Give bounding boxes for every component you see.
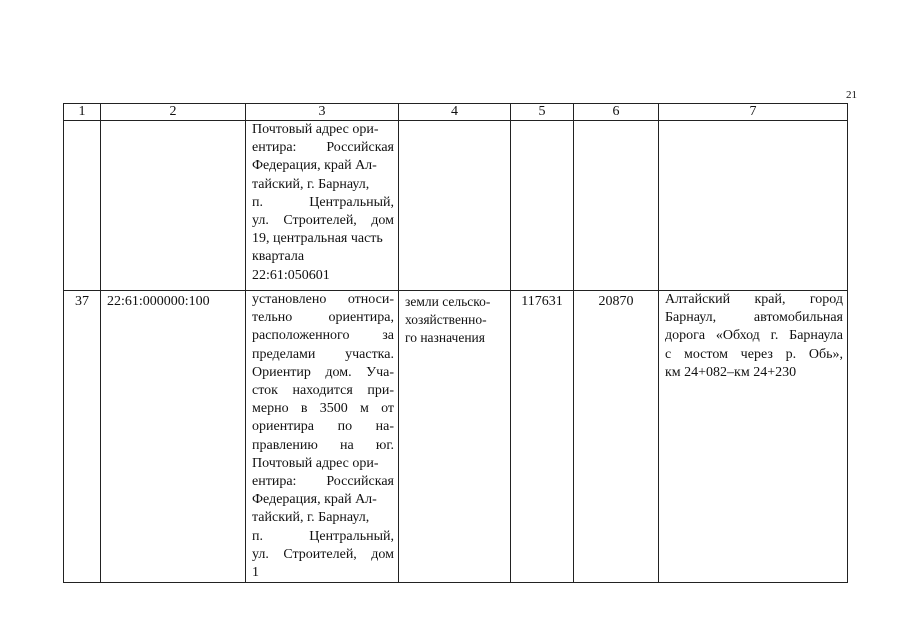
description-line: п. Центральный,	[252, 528, 394, 544]
page-number: 21	[846, 89, 857, 101]
address-line: ул. Строителей, дом	[252, 213, 394, 229]
address-line: Федерация, край Ал-	[252, 158, 377, 174]
address-line: квартала	[252, 249, 305, 265]
address-line: п. Центральный,	[252, 194, 394, 210]
table-row-continuation	[64, 121, 848, 291]
description-line: сток находится при-	[252, 383, 394, 399]
description-line: Почтовый адрес ори-	[252, 455, 379, 471]
address-line: ентира: Российская	[252, 140, 394, 156]
address-line: Почтовый адрес ори-	[252, 122, 379, 137]
description-line: правлению на юг.	[252, 437, 394, 453]
description-line: ориентира по на-	[252, 419, 394, 435]
description-line: ентира: Российская	[252, 474, 394, 490]
table-header-row	[64, 104, 848, 121]
header-col-4: 4	[399, 104, 511, 121]
description-line: расположенного за	[252, 328, 394, 344]
description-line: Федерация, край Ал-	[252, 492, 377, 508]
land-category-line: земли сельско-	[405, 294, 491, 309]
description-line: установлено относи-	[252, 292, 394, 307]
cont-cell-land-category	[399, 121, 511, 291]
location-line: Алтайский край, город	[665, 292, 843, 307]
description-line: тельно ориентира,	[252, 310, 394, 326]
description-line: Ориентир дом. Уча-	[252, 364, 394, 380]
object-location	[659, 291, 848, 583]
location-line: дорога «Обход г. Барнаула	[665, 328, 843, 344]
description-line: пределами участка.	[252, 346, 394, 362]
row-number: 37	[64, 291, 101, 583]
cont-cell-address	[246, 121, 399, 291]
description-line: мерно в 3500 м от	[252, 401, 394, 417]
header-col-7: 7	[659, 104, 848, 121]
header-col-1: 1	[64, 104, 101, 121]
cont-cell-number	[64, 121, 101, 291]
location-line: км 24+082–км 24+230	[665, 364, 797, 380]
header-col-3: 3	[246, 104, 399, 121]
land-category-line: хозяйственно-	[405, 312, 487, 328]
description-line: тайский, г. Барнаул,	[252, 510, 370, 526]
description-line: ул. Строителей, дом	[252, 546, 394, 562]
location-line: с мостом через р. Обь»,	[665, 346, 843, 362]
land-category	[399, 291, 511, 583]
description-line: 1	[252, 565, 259, 581]
cont-cell-location	[659, 121, 848, 291]
address-line: тайский, г. Барнаул,	[252, 176, 370, 192]
header-col-6: 6	[574, 104, 659, 121]
land-category-line: го назначения	[405, 330, 485, 346]
area-total: 117631	[511, 291, 574, 583]
land-plots-table	[63, 103, 848, 583]
cont-cell-cadastral	[101, 121, 246, 291]
address-line: 22:61:050601	[252, 267, 330, 283]
location-description	[246, 291, 399, 583]
header-col-5: 5	[511, 104, 574, 121]
table-row	[64, 291, 848, 583]
cadastral-number: 22:61:000000:100	[101, 291, 246, 583]
cont-cell-area-part	[574, 121, 659, 291]
location-line: Барнаул, автомобильная	[665, 310, 843, 326]
address-line: 19, центральная часть	[252, 231, 383, 247]
header-col-2: 2	[101, 104, 246, 121]
area-part: 20870	[574, 291, 659, 583]
cont-cell-area-total	[511, 121, 574, 291]
